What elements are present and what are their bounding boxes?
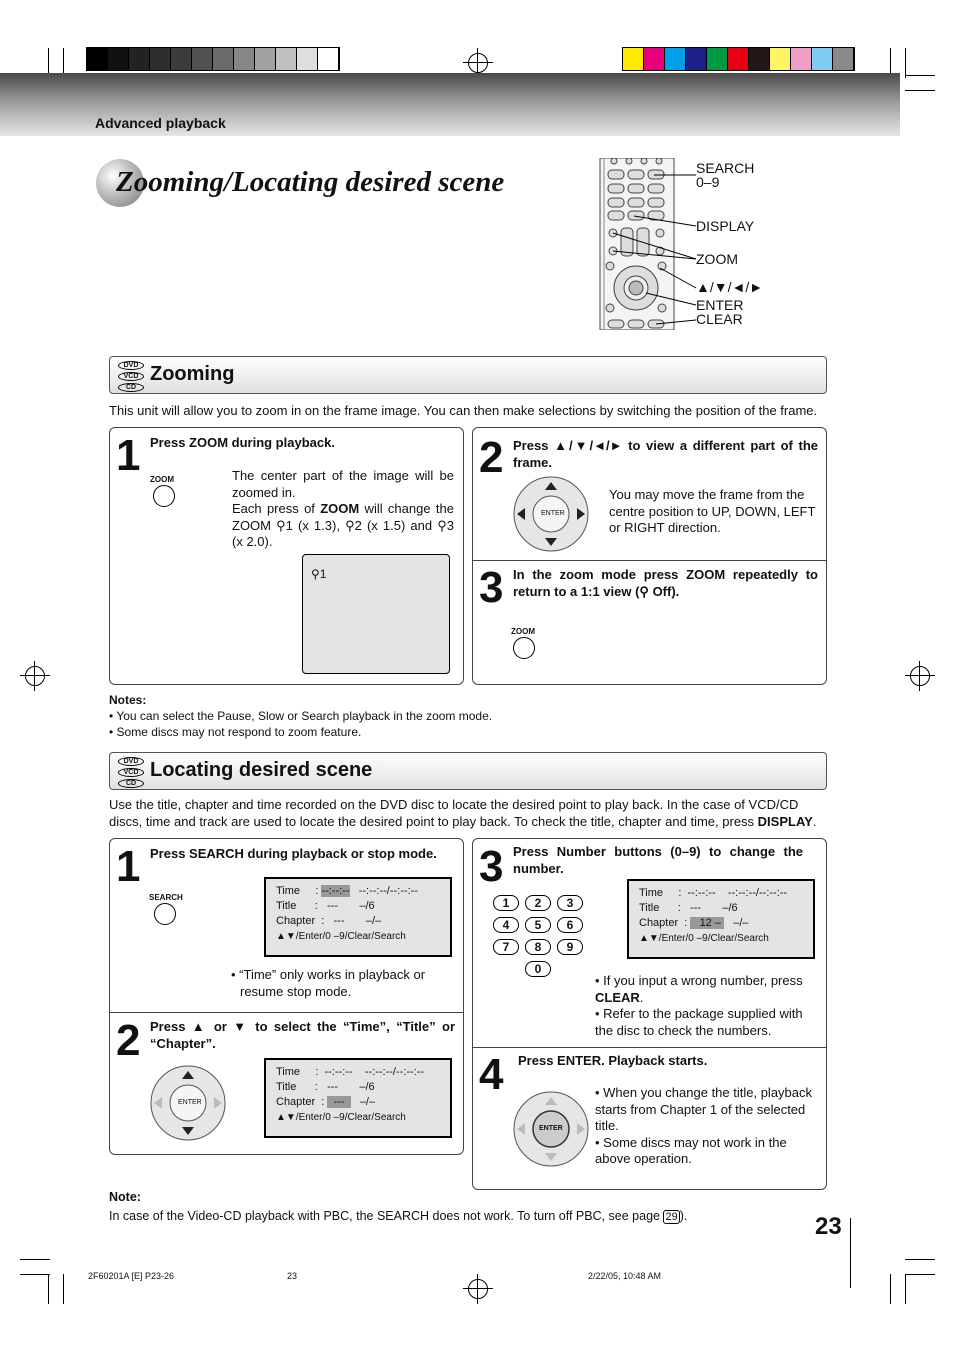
- color-swatch: [318, 48, 339, 70]
- osd-display: [627, 879, 815, 959]
- gray-calibration-bar: [86, 47, 340, 71]
- crop-mark: [63, 1274, 64, 1304]
- intro-bold: DISPLAY: [757, 814, 813, 829]
- crop-mark: [905, 75, 935, 76]
- step-body: [232, 468, 454, 551]
- step-number: 2: [116, 1016, 141, 1065]
- color-swatch: [686, 48, 707, 70]
- divider: [473, 560, 826, 561]
- zoom-notes: [109, 692, 492, 740]
- remote-label-search: SEARCH: [696, 160, 755, 176]
- color-swatch: [255, 48, 276, 70]
- osd-row-title: Title : --- –/6: [639, 902, 738, 914]
- step-heading: [513, 566, 818, 600]
- zoom-body-text: 3 (x 2.0).: [232, 517, 454, 549]
- step-heading: Press Number buttons (0–9) to change the number.: [513, 844, 803, 876]
- step-heading: Press ▲/▼/◄/► to view a different part of the frame.: [513, 438, 818, 470]
- registration-mark-icon: [910, 666, 930, 686]
- step-number: 4: [479, 1050, 504, 1099]
- zoom-button-icon: [153, 485, 175, 507]
- enter-label: ENTER: [178, 1099, 202, 1106]
- intro-text: Use the title, chapter and time recorded on the DVD disc to locate the desired point to play back. In the case of VCD/CD discs, time and track are used to locate the desired point to play back. To check the title, chapter and time, press: [109, 797, 799, 829]
- step-number: 1: [116, 842, 141, 891]
- magnifier-icon: ⚲: [345, 517, 355, 533]
- color-calibration-bar: [622, 47, 855, 71]
- locating-heading: Locating desired scene: [150, 759, 373, 781]
- osd-display: [264, 1058, 452, 1138]
- footer-right: 2/22/05, 10:48 AM: [588, 1271, 662, 1281]
- cd-badge: CD: [118, 779, 144, 788]
- enter-label: ENTER: [539, 1125, 563, 1132]
- page-number: 23: [815, 1213, 842, 1240]
- color-swatch: [770, 48, 791, 70]
- crop-mark: [905, 1274, 906, 1304]
- crop-mark: [20, 1274, 50, 1275]
- step-number: 3: [479, 842, 504, 891]
- zoom-body-line: The center part of the image will be zoomed in.: [232, 468, 454, 500]
- magnifier-icon: ⚲: [276, 517, 286, 533]
- key-0: 0: [525, 961, 551, 977]
- magnifier-icon: ⚲: [639, 584, 649, 599]
- color-swatch: [276, 48, 297, 70]
- osd-row-time: Time : --:--:-- --:--:--/--:--:--: [276, 1066, 425, 1078]
- page-rule: [850, 1218, 851, 1288]
- color-swatch: [108, 48, 129, 70]
- color-swatch: [129, 48, 150, 70]
- page-title: Zooming/Locating desired scene: [116, 166, 505, 198]
- magnifier-icon: ⚲: [311, 567, 320, 581]
- zoom-body-bold: ZOOM: [320, 501, 360, 516]
- osd-row-time: Time : --:--:-- --:--:--/--:--:--: [276, 885, 418, 897]
- osd-row-chapter: Chapter : 12 – –/–: [639, 917, 749, 929]
- color-swatch: [150, 48, 171, 70]
- zooming-section-header: [109, 356, 827, 394]
- zoom-button-label: ZOOM: [511, 627, 535, 636]
- crop-mark: [905, 90, 935, 91]
- osd-row-chapter: Chapter : --- –/–: [276, 915, 382, 927]
- color-swatch: [234, 48, 255, 70]
- registration-mark-icon: [468, 53, 488, 73]
- zoom-level: 1: [319, 567, 327, 581]
- step-heading-text: In the zoom mode press ZOOM repeatedly to return to a 1:1 view (: [513, 567, 818, 599]
- key-8: 8: [525, 939, 551, 955]
- crop-mark: [905, 1259, 935, 1260]
- key-5: 5: [525, 917, 551, 933]
- color-swatch: [87, 48, 108, 70]
- osd-row-chapter: Chapter : --- –/–: [276, 1096, 376, 1108]
- zoom-body-text: will change the ZOOM: [232, 501, 454, 533]
- notes-title: Notes:: [109, 693, 147, 707]
- locating-intro: [109, 796, 829, 830]
- zoom-body-text: 1 (x 1.3),: [285, 517, 346, 533]
- zoom-body-text: Each press of: [232, 501, 321, 516]
- zoom-step2-3-box: [472, 427, 827, 685]
- zoom-screen-indicator: [311, 567, 326, 581]
- zoom-button-icon: [513, 637, 535, 659]
- step-number: 2: [479, 433, 504, 482]
- zooming-heading: Zooming: [150, 363, 235, 385]
- key-6: 6: [557, 917, 583, 933]
- note-item: • You can select the Pause, Slow or Search playback in the zoom mode.: [109, 709, 493, 723]
- color-swatch: [749, 48, 770, 70]
- color-swatch: [297, 48, 318, 70]
- color-swatch: [665, 48, 686, 70]
- remote-label-clear: CLEAR: [696, 311, 743, 327]
- registration-mark-icon: [25, 666, 45, 686]
- registration-mark-icon: [468, 1279, 488, 1299]
- osd-row-title: Title : --- –/6: [276, 1081, 375, 1093]
- remote-label-enter: ENTER: [696, 297, 744, 313]
- remote-control-illustration: [598, 158, 698, 330]
- intro-text: .: [812, 814, 817, 829]
- crop-mark: [905, 1274, 935, 1275]
- step-heading: Press ▲ or ▼ to select the “Time”, “Title” or “Chapter”.: [150, 1019, 455, 1051]
- remote-label-arrows: ▲/▼/◄/►: [696, 279, 764, 295]
- key-9: 9: [557, 939, 583, 955]
- magnifier-icon: ⚲: [437, 517, 447, 533]
- step-heading: Press ENTER. Playback starts.: [518, 1053, 708, 1068]
- key-2: 2: [525, 895, 551, 911]
- note-text: In case of the Video-CD playback with PBC, the SEARCH does not work. To turn off PBC, see page: [109, 1209, 664, 1223]
- locate-step3-4-box: [472, 838, 827, 1190]
- footer-center: 23: [287, 1271, 298, 1281]
- step-heading: Press ZOOM during playback.: [150, 435, 335, 450]
- remote-label-digits: 0–9: [696, 174, 720, 190]
- crop-mark: [48, 1274, 49, 1304]
- divider: [473, 1047, 826, 1048]
- enter-label: ENTER: [541, 510, 565, 517]
- zooming-intro: This unit will allow you to zoom in on the frame image. You can then make selections by switching the position of the frame.: [109, 403, 818, 418]
- osd-footer: ▲▼/Enter/0 –9/Clear/Search: [276, 1112, 406, 1123]
- note-item: • Some discs may not respond to zoom feature.: [109, 725, 362, 739]
- step-note: • “Time” only works in playback or resume stop mode.: [231, 967, 426, 999]
- osd-row-title: Title : --- –/6: [276, 900, 375, 912]
- locating-section-header: [109, 752, 827, 790]
- crop-mark: [905, 48, 906, 78]
- vcd-badge: VCD: [118, 768, 144, 777]
- disc-badges: [118, 361, 144, 394]
- color-swatch: [644, 48, 665, 70]
- color-swatch: [728, 48, 749, 70]
- color-swatch: [833, 48, 854, 70]
- dvd-badge: DVD: [118, 361, 144, 370]
- note-title: Note:: [109, 1190, 141, 1204]
- page-ref-badge[interactable]: 29: [665, 1211, 678, 1223]
- footer-left: 2F60201A [E] P23-26: [88, 1271, 175, 1281]
- divider: [110, 1012, 463, 1013]
- dvd-badge: DVD: [118, 757, 144, 766]
- remote-label-display: DISPLAY: [696, 218, 755, 234]
- key-1: 1: [493, 895, 519, 911]
- disc-badges: [118, 757, 144, 790]
- locate-step1-2-box: [109, 838, 464, 1155]
- osd-footer: ▲▼/Enter/0 –9/Clear/Search: [639, 933, 769, 944]
- step-heading: Press SEARCH during playback or stop mode.: [150, 846, 437, 861]
- zoom-step1-box: [109, 427, 464, 685]
- key-3: 3: [557, 895, 583, 911]
- vcd-badge: VCD: [118, 372, 144, 381]
- cd-badge: CD: [118, 383, 144, 392]
- key-4: 4: [493, 917, 519, 933]
- crop-mark: [20, 1259, 50, 1260]
- color-swatch: [171, 48, 192, 70]
- step-note: • When you change the title, playback starts from Chapter 1 of the selected title. • Some discs may not work in the above operation.: [595, 1085, 813, 1166]
- osd-display: [264, 877, 452, 957]
- crop-mark: [890, 1274, 891, 1304]
- color-swatch: [623, 48, 644, 70]
- zoom-button-label: ZOOM: [150, 475, 174, 484]
- step-body: You may move the frame from the centre position to UP, DOWN, LEFT or RIGHT direction.: [609, 487, 816, 535]
- color-swatch: [791, 48, 812, 70]
- color-swatch: [707, 48, 728, 70]
- color-swatch: [812, 48, 833, 70]
- note-text: ).: [679, 1209, 688, 1223]
- search-button-label: SEARCH: [149, 893, 183, 902]
- color-swatch: [213, 48, 234, 70]
- zoom-screen: [302, 554, 450, 674]
- key-7: 7: [493, 939, 519, 955]
- step-number: 1: [116, 431, 141, 480]
- step-heading-text: Off).: [648, 584, 680, 599]
- step-number: 3: [479, 563, 504, 612]
- section-label: Advanced playback: [95, 115, 226, 131]
- color-swatch: [192, 48, 213, 70]
- remote-label-zoom: ZOOM: [696, 251, 738, 267]
- osd-row-time: Time : --:--:-- --:--:--/--:--:--: [639, 887, 788, 899]
- search-button-icon: [154, 903, 176, 925]
- zoom-body-text: 2 (x 1.5) and: [354, 517, 438, 533]
- osd-footer: ▲▼/Enter/0 –9/Clear/Search: [276, 931, 406, 942]
- step-note: • If you input a wrong number, press CLEAR. • Refer to the package supplied with the disc to check the numbers.: [595, 973, 803, 1038]
- locate-note: [109, 1188, 687, 1227]
